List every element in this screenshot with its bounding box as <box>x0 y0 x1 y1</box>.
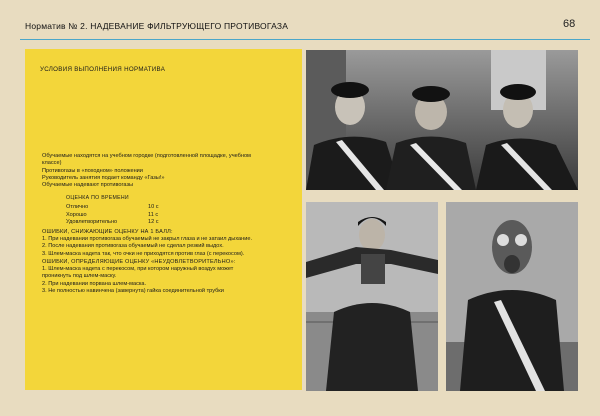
grade-label: Отлично <box>66 204 89 210</box>
panel-title: УСЛОВИЯ ВЫПОЛНЕНИЯ НОРМАТИВА <box>40 66 166 73</box>
grade-row <box>66 204 176 212</box>
intro-text <box>42 153 287 189</box>
fail-section <box>42 259 292 295</box>
fail-title: ОШИБКИ, ОПРЕДЕЛЯЮЩИЕ ОЦЕНКУ «НЕУДОВЛЕТВОРИТЕЛЬНО»: <box>42 259 236 265</box>
grades-title: ОЦЕНКА ПО ВРЕМЕНИ <box>66 195 129 201</box>
grade-value: 12 с <box>148 219 159 226</box>
photo-three-soldiers <box>306 50 578 190</box>
grade-row <box>66 212 176 220</box>
intro-line: Противогазы в «походном» положении <box>42 167 143 174</box>
grade-label: Удовлетворительно <box>66 219 118 226</box>
error-item: 3. Шлем-маска надета так, что очки не приходятся против глаз (с перекосом). <box>42 250 245 257</box>
errors-title: ОШИБКИ, СНИЖАЮЩИЕ ОЦЕНКУ НА 1 БАЛЛ: <box>42 229 173 235</box>
header-rule <box>20 39 590 40</box>
page-header-title: Норматив № 2. НАДЕВАНИЕ ФИЛЬТРУЮЩЕГО ПРОТИВОГАЗА <box>25 21 289 31</box>
photo-wearing-gas-mask <box>446 202 578 391</box>
grade-label: Хорошо <box>66 211 87 218</box>
intro-line: Обучаемые надевают противогазы <box>42 182 134 189</box>
photo-donning-mask <box>306 202 438 391</box>
fail-item: 1. Шлем-маска надета с перекосом, при котором наружный воздух может <box>42 266 234 273</box>
intro-line: классе) <box>42 160 62 167</box>
grades-table <box>66 204 176 227</box>
grade-value: 11 с <box>148 211 159 218</box>
fail-item: проникнуть под шлем-маску. <box>42 273 117 280</box>
grade-row <box>66 219 176 227</box>
grade-value: 10 с <box>148 204 159 210</box>
page-number: 68 <box>563 18 576 30</box>
error-item: 2. После надевания противогаза обучаемый не сделал резкий выдох. <box>42 243 224 250</box>
intro-line: Обучаемые находятся на учебном городке (подготовленной площадке, учебном <box>42 153 251 159</box>
fail-item: 2. При надевании порвана шлем-маска. <box>42 280 147 287</box>
intro-line: Руководитель занятия подает команду «Газы!» <box>42 174 165 181</box>
fail-item: 3. Не полностью навинчена (завернута) гайка соединительной трубки <box>42 287 224 294</box>
errors-section <box>42 229 292 258</box>
error-item: 1. При надевании противогаза обучаемый не закрыл глаза и не затаил дыхание. <box>42 236 253 243</box>
